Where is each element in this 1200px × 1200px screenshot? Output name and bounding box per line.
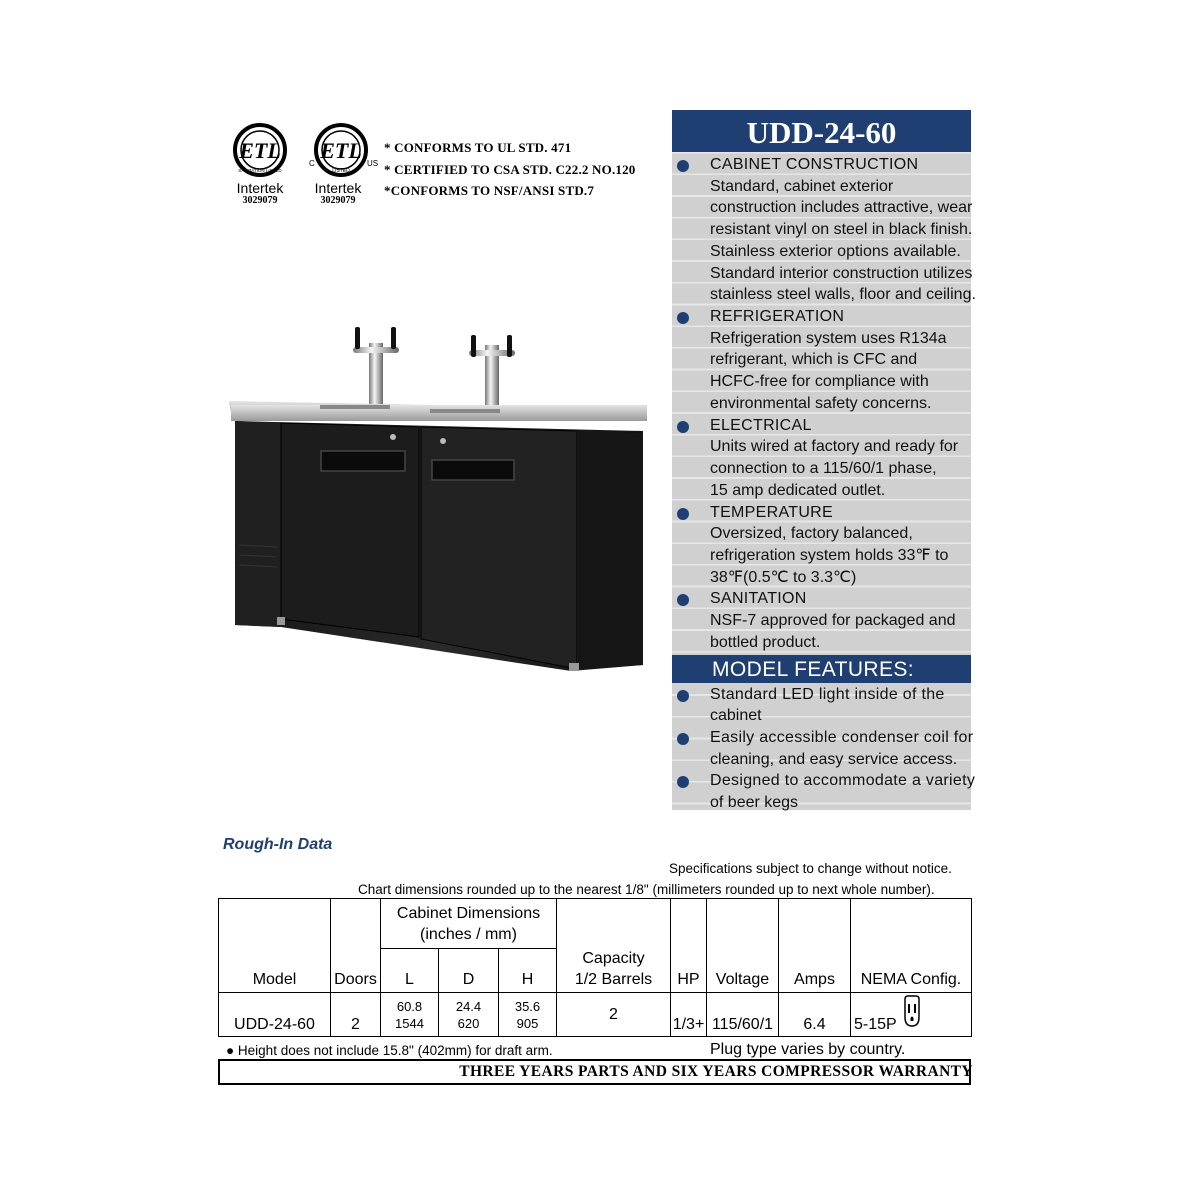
cell-nema bbox=[851, 993, 972, 1037]
header-capacity bbox=[557, 899, 671, 993]
height-footnote bbox=[226, 1043, 553, 1058]
spec-heading bbox=[672, 684, 971, 706]
spec-line bbox=[672, 284, 976, 306]
cell-capacity: 2 bbox=[557, 993, 671, 1037]
spec-text: CABINET CONSTRUCTION bbox=[710, 156, 919, 173]
spec-line bbox=[672, 263, 971, 285]
spec-heading bbox=[672, 154, 971, 176]
spec-line bbox=[672, 241, 971, 263]
spec-text: NSF-7 approved for packaged and bbox=[710, 612, 956, 630]
header-cabinet-line2: (inches / mm) bbox=[420, 925, 517, 943]
cell-doors: 2 bbox=[331, 993, 381, 1037]
spec-text: ELECTRICAL bbox=[710, 416, 812, 434]
header-hp: HP bbox=[671, 899, 707, 993]
specs-note: Specifications subject to change without notice. bbox=[669, 861, 952, 876]
spec-line bbox=[672, 480, 971, 502]
svg-text:C: C bbox=[309, 159, 315, 168]
spec-text: Stainless exterior options available. bbox=[710, 242, 961, 260]
spec-text: Designed to accommodate a variety bbox=[710, 772, 976, 790]
spec-text: Standard, cabinet exterior bbox=[710, 177, 894, 195]
cell-l-in: 60.8 bbox=[396, 998, 423, 1014]
spec-line bbox=[672, 371, 971, 393]
spec-text: Oversized, factory balanced, bbox=[710, 525, 913, 543]
bullet-icon bbox=[677, 312, 689, 324]
spec-line bbox=[672, 349, 971, 371]
bullet-icon bbox=[677, 508, 689, 520]
spec-text: cleaning, and easy service access. bbox=[710, 750, 958, 768]
spec-heading bbox=[672, 415, 971, 437]
spec-line bbox=[672, 632, 971, 654]
cell-voltage: 115/60/1 bbox=[707, 993, 779, 1037]
spec-line bbox=[672, 458, 971, 480]
spec-text: Standard LED light inside of the bbox=[710, 685, 945, 703]
bullet-icon bbox=[677, 776, 689, 788]
spec-panel bbox=[672, 110, 976, 812]
header-d: D bbox=[439, 949, 499, 993]
spec-text: resistant vinyl on steel in black finish. bbox=[710, 221, 973, 239]
spec-text: Refrigeration system uses R134a bbox=[710, 329, 947, 347]
spec-heading bbox=[672, 770, 976, 792]
cell-nema-value: 5-15P bbox=[854, 1016, 897, 1033]
spec-text: refrigeration system holds 33℉ to bbox=[710, 546, 949, 564]
spec-text: MODEL FEATURES: bbox=[712, 657, 915, 681]
cell-h-in: 35.6 bbox=[514, 998, 541, 1014]
cell-d bbox=[439, 993, 499, 1037]
bullet-icon bbox=[677, 733, 689, 745]
rough-in-title: Rough-In Data bbox=[223, 836, 333, 853]
bullet-icon bbox=[677, 690, 689, 702]
header-cabinet-line1: Cabinet Dimensions bbox=[396, 904, 541, 922]
plug-footnote: Plug type varies by country. bbox=[710, 1041, 906, 1058]
header-doors: Doors bbox=[331, 899, 381, 993]
warranty-banner bbox=[218, 1059, 971, 1085]
spec-text: Easily accessible condenser coil for bbox=[710, 728, 974, 746]
certification-statements bbox=[384, 137, 636, 202]
header-model: Model bbox=[219, 899, 331, 993]
spec-text: construction includes attractive, wear bbox=[710, 199, 973, 217]
header-capacity-line1: Capacity bbox=[582, 950, 645, 967]
spec-text: connection to a 115/60/1 phase, bbox=[710, 460, 937, 478]
logo-brand: Intertek bbox=[236, 180, 284, 196]
logo-number: 3029079 bbox=[320, 195, 356, 206]
cell-hp: 1/3+ bbox=[671, 993, 707, 1037]
svg-text:ETL: ETL bbox=[320, 138, 362, 163]
model-features-heading bbox=[672, 655, 971, 683]
header-amps: Amps bbox=[779, 899, 851, 993]
etl-listed-logo bbox=[305, 120, 379, 207]
beer-dispenser-image bbox=[225, 325, 655, 675]
spec-text: Units wired at factory and ready for bbox=[710, 438, 959, 456]
svg-text:ETL: ETL bbox=[239, 138, 281, 163]
header-nema: NEMA Config. bbox=[851, 899, 972, 993]
spec-line bbox=[672, 792, 971, 814]
bullet-icon bbox=[677, 160, 689, 172]
cell-h bbox=[499, 993, 557, 1037]
logo-number: 3029079 bbox=[242, 195, 278, 206]
cell-model: UDD-24-60 bbox=[219, 993, 331, 1037]
svg-text:SANITATION LISTED: SANITATION LISTED bbox=[238, 168, 282, 173]
spec-line bbox=[672, 328, 971, 350]
cell-d-in: 24.4 bbox=[455, 998, 482, 1014]
svg-text:LISTED: LISTED bbox=[332, 168, 350, 174]
spec-line bbox=[672, 176, 971, 198]
bullet-icon bbox=[677, 421, 689, 433]
spec-text: refrigerant, which is CFC and bbox=[710, 351, 918, 369]
cell-d-mm: 620 bbox=[457, 1015, 480, 1031]
spec-text: of beer kegs bbox=[710, 794, 799, 812]
table-row bbox=[219, 993, 972, 1037]
chart-note: Chart dimensions rounded up to the nearest 1/8" (millimeters rounded up to next whole number). bbox=[358, 882, 935, 897]
spec-line bbox=[672, 545, 971, 567]
header-l: L bbox=[381, 949, 439, 993]
spec-line bbox=[672, 610, 971, 632]
spec-heading bbox=[672, 502, 971, 524]
cert-line: *CONFORMS TO NSF/ANSI STD.7 bbox=[384, 183, 595, 198]
rough-in-table bbox=[218, 898, 972, 1037]
cert-line: * CONFORMS TO UL STD. 471 bbox=[384, 140, 572, 155]
svg-text:US: US bbox=[367, 159, 379, 168]
spec-heading bbox=[672, 727, 974, 749]
spec-line bbox=[672, 567, 971, 589]
spec-line bbox=[672, 705, 971, 727]
header-cabinet-dimensions bbox=[381, 899, 557, 949]
model-title: UDD-24-60 bbox=[672, 110, 971, 152]
cert-line: * CERTIFIED TO CSA STD. C22.2 NO.120 bbox=[384, 161, 636, 177]
logo-brand: Intertek bbox=[314, 180, 362, 196]
spec-text: HCFC-free for compliance with bbox=[710, 373, 929, 391]
etl-listed-mark-icon bbox=[305, 120, 377, 180]
spec-text: TEMPERATURE bbox=[710, 503, 834, 521]
spec-heading bbox=[672, 306, 971, 328]
spec-text: SANITATION bbox=[710, 590, 807, 608]
cell-l bbox=[381, 993, 439, 1037]
bullet-icon bbox=[677, 594, 689, 606]
spec-line bbox=[672, 436, 971, 458]
spec-text: 38℉(0.5℃ to 3.3℃) bbox=[710, 568, 857, 586]
cell-l-mm: 1544 bbox=[395, 1015, 424, 1031]
spec-text: bottled product. bbox=[710, 633, 821, 651]
spec-text: Standard interior construction utilizes bbox=[710, 264, 973, 282]
spec-line bbox=[672, 749, 971, 771]
spec-list bbox=[672, 154, 976, 814]
header-h: H bbox=[499, 949, 557, 993]
bullet-icon: ● bbox=[226, 1043, 235, 1058]
height-footnote-text: Height does not include 15.8" (402mm) for draft arm. bbox=[237, 1043, 553, 1058]
spec-line bbox=[672, 393, 971, 415]
spec-line bbox=[672, 197, 971, 219]
spec-text: 15 amp dedicated outlet. bbox=[710, 481, 886, 499]
spec-text: stainless steel walls, floor and ceiling. bbox=[710, 286, 976, 304]
nema-plug-icon bbox=[903, 995, 921, 1027]
cell-h-mm: 905 bbox=[516, 1015, 539, 1031]
etl-sanitation-logo bbox=[227, 120, 293, 207]
spec-line bbox=[672, 219, 971, 241]
spec-heading bbox=[672, 588, 971, 610]
etl-sanitation-mark-icon bbox=[232, 120, 288, 180]
cell-amps: 6.4 bbox=[779, 993, 851, 1037]
spec-text: cabinet bbox=[710, 707, 762, 725]
header-voltage: Voltage bbox=[707, 899, 779, 993]
warranty-text: THREE YEARS PARTS AND SIX YEARS COMPRESSOR WARRANTY bbox=[459, 1063, 973, 1080]
spec-text: REFRIGERATION bbox=[710, 308, 845, 326]
spec-text: environmental safety concerns. bbox=[710, 394, 932, 412]
header-capacity-line2: 1/2 Barrels bbox=[574, 971, 653, 988]
spec-line bbox=[672, 523, 971, 545]
